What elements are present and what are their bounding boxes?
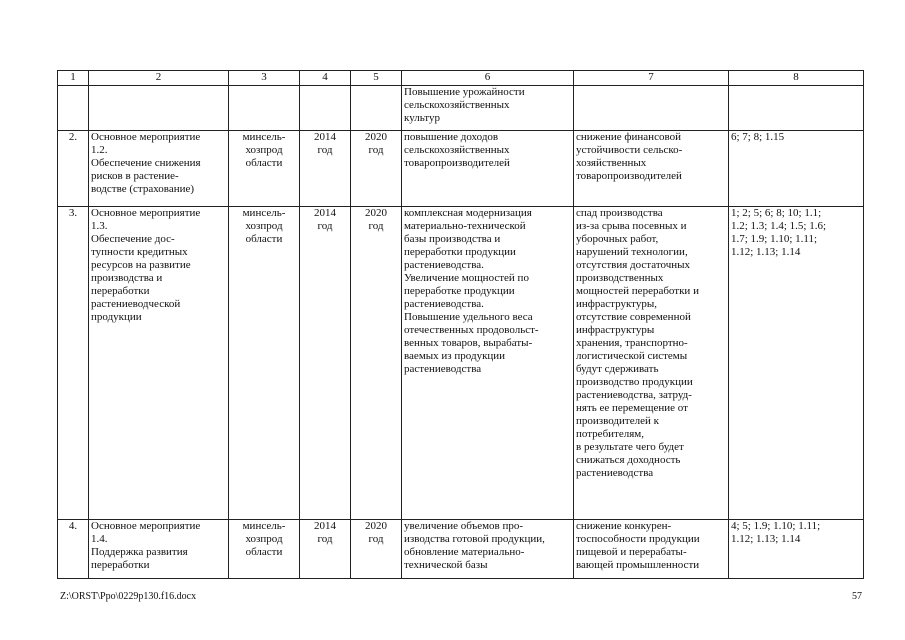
event-name-cell: Основное мероприятие 1.4. Поддержка развития переработки xyxy=(89,520,229,579)
column-header-5: 5 xyxy=(351,71,402,86)
program-measures-table xyxy=(57,70,864,579)
consequences-cell: снижение финансовой устойчивости сельско- хозяйственных товаропроизводителей xyxy=(574,131,729,207)
page-number: 57 xyxy=(852,591,862,602)
start-year-cell: 2014 год xyxy=(300,207,351,520)
expected-result-cell: комплексная модернизация материально-технической базы производства и переработки продукции растениеводства. Увеличение мощностей по переработке продукции растениеводства. Повышение удельного веса отечественных продовольст- венных товаров, вырабаты- ваемых из продукции растениеводства xyxy=(402,207,574,520)
event-name-cell: Основное мероприятие 1.2. Обеспечение снижения рисков в растение- водстве (страхование) xyxy=(89,131,229,207)
table-row xyxy=(58,207,864,520)
column-header-4: 4 xyxy=(300,71,351,86)
executor-cell: минсель- хозпрод области xyxy=(229,207,300,520)
consequences-cell xyxy=(574,86,729,131)
executor-cell: минсель- хозпрод области xyxy=(229,520,300,579)
end-year-cell: 2020 год xyxy=(351,131,402,207)
consequences-cell: спад производства из-за срыва посевных и уборочных работ, нарушений технологии, отсутствия достаточных производственных мощностей переработки и инфраструктуры, отсутствие современной инфраструктуры хранения, транспортно- логистической системы будут сдерживать производство продукции растениеводства, затруд- нять ее перемещение от производителей к потребителям, в результате чего будет снижаться доходность растениеводства xyxy=(574,207,729,520)
row-number-cell: 4. xyxy=(58,520,89,579)
end-year-cell xyxy=(351,86,402,131)
column-header-2: 2 xyxy=(89,71,229,86)
event-name-cell xyxy=(89,86,229,131)
expected-result-cell: повышение доходов сельскохозяйственных товаропроизводителей xyxy=(402,131,574,207)
column-header-3: 3 xyxy=(229,71,300,86)
indicators-cell: 1; 2; 5; 6; 8; 10; 1.1; 1.2; 1.3; 1.4; 1.5; 1.6; 1.7; 1.9; 1.10; 1.11; 1.12; 1.13; 1.14 xyxy=(729,207,864,520)
indicators-cell xyxy=(729,86,864,131)
row-number-cell xyxy=(58,86,89,131)
column-header-1: 1 xyxy=(58,71,89,86)
expected-result-cell: Повышение урожайности сельскохозяйственных культур xyxy=(402,86,574,131)
footer-file-path: Z:\ORST\Ppo\0229p130.f16.docx xyxy=(60,591,197,602)
indicators-cell: 6; 7; 8; 1.15 xyxy=(729,131,864,207)
executor-cell xyxy=(229,86,300,131)
event-name-cell: Основное мероприятие 1.3. Обеспечение дос- тупности кредитных ресурсов на развитие производства и переработки растениеводческой продукции xyxy=(89,207,229,520)
column-header-7: 7 xyxy=(574,71,729,86)
column-header-6: 6 xyxy=(402,71,574,86)
expected-result-cell: увеличение объемов про- изводства готовой продукции, обновление материально- технической базы xyxy=(402,520,574,579)
start-year-cell: 2014 год xyxy=(300,520,351,579)
start-year-cell: 2014 год xyxy=(300,131,351,207)
table-row xyxy=(58,131,864,207)
indicators-cell: 4; 5; 1.9; 1.10; 1.11; 1.12; 1.13; 1.14 xyxy=(729,520,864,579)
start-year-cell xyxy=(300,86,351,131)
end-year-cell: 2020 год xyxy=(351,207,402,520)
consequences-cell: снижение конкурен- тоспособности продукции пищевой и перерабаты- вающей промышленности xyxy=(574,520,729,579)
header-row xyxy=(58,71,864,86)
executor-cell: минсель- хозпрод области xyxy=(229,131,300,207)
table-row xyxy=(58,520,864,579)
end-year-cell: 2020 год xyxy=(351,520,402,579)
column-header-8: 8 xyxy=(729,71,864,86)
row-number-cell: 2. xyxy=(58,131,89,207)
table-row xyxy=(58,86,864,131)
row-number-cell: 3. xyxy=(58,207,89,520)
